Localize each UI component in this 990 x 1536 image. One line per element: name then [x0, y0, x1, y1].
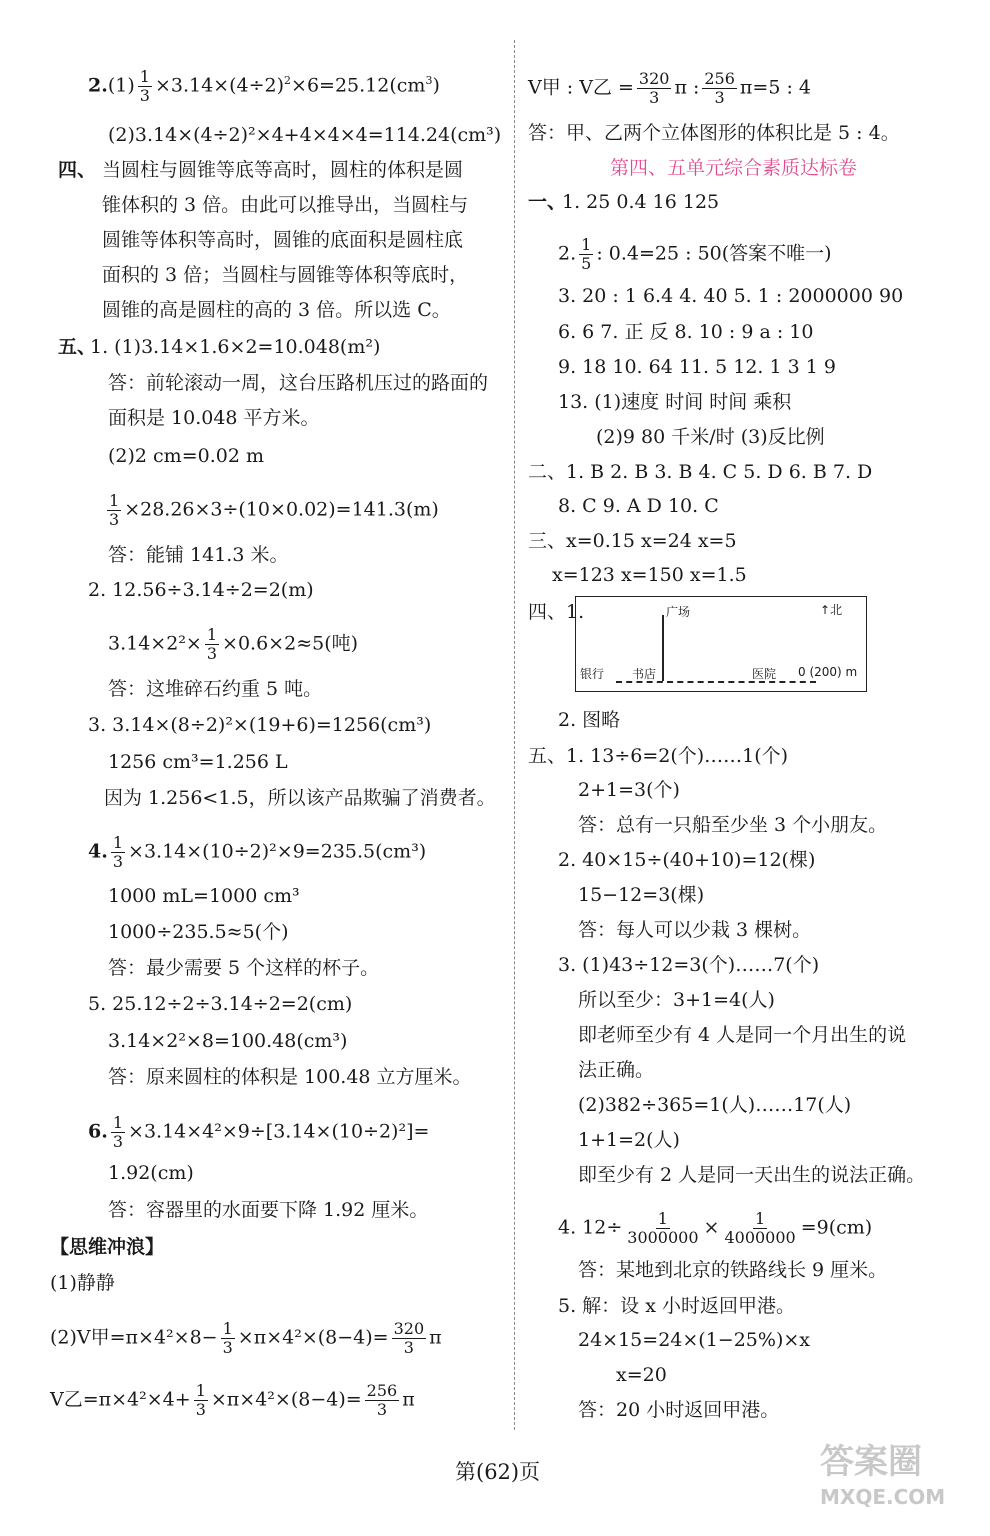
fraction: $\frac{1}{3}$: [109, 491, 120, 529]
column-divider: [514, 40, 516, 1430]
s1-1: 1. 25 0.4 16 125: [562, 191, 720, 213]
s5-7: 3. (1)43÷12=3(个)……7(个): [558, 954, 820, 976]
s5-15: 答：某地到北京的铁路线长 9 厘米。: [578, 1259, 888, 1281]
q6-1: 6. $\frac{1}{3}$ ×3.14×4²×9÷[3.14×(10÷2)²]=: [88, 1113, 430, 1151]
map-road-north: [662, 615, 664, 681]
sec4-line-4: 面积的 3 倍；当圆柱与圆锥等体积等底时，: [102, 264, 469, 286]
map-label-bookstore: 书店: [632, 667, 657, 681]
fraction: $\frac{1}{3000000}$: [627, 1209, 699, 1247]
s5-13: 即至少有 2 人是同一天出生的说法正确。: [578, 1164, 926, 1186]
q3-3: 因为 1.256<1.5，所以该产品欺骗了消费者。: [104, 787, 496, 809]
s4-2: 2. 图略: [558, 709, 621, 731]
q5-2: 3.14×2²×8=100.48(cm³): [108, 1030, 348, 1052]
think-3: V乙=π×4²×4+ $\frac{1}{3}$ ×π×4²×(8−4)= $\frac{256}{3}$ π: [50, 1381, 415, 1419]
s4-1: 四、1.: [528, 601, 585, 623]
sec4-label: 四、: [58, 159, 97, 181]
q4-2: 1000 mL=1000 cm³: [108, 885, 300, 907]
q4-ans: 答：最少需要 5 个这样的杯子。: [108, 957, 380, 979]
s5-4: 2. 40×15÷(40+10)=12(棵): [558, 849, 816, 871]
s5-12: 1+1=2(人): [578, 1129, 680, 1151]
q6-ans: 答：容器里的水面要下降 1.92 厘米。: [108, 1199, 429, 1221]
sec5-label: 五、: [58, 336, 97, 358]
sec4-line-5: 圆锥的高是圆柱的高的 3 倍。所以选 C。: [102, 299, 451, 321]
fraction: $\frac{1}{3}$: [222, 1319, 233, 1357]
fraction: $\frac{256}{3}$: [704, 69, 735, 107]
think-title: 【思维冲浪】: [50, 1236, 165, 1258]
s5-1: 五、1. 13÷6=2(个)……1(个): [528, 745, 789, 767]
watermark-logo: 答案圈 MXQE.COM: [820, 1442, 946, 1509]
s5-18: x=20: [616, 1364, 667, 1386]
map-label-hospital: 医院: [752, 667, 777, 681]
s3-1: 三、x=0.15 x=24 x=5: [528, 530, 737, 552]
s5-11: (2)382÷365=1(人)……17(人): [578, 1094, 852, 1116]
s1-4: 6. 6 7. 正 反 8. 10 : 9 a : 10: [558, 321, 814, 343]
q2-ans: 答：这堆碎石约重 5 吨。: [108, 678, 323, 700]
q5-1: 5. 25.12÷2÷3.14÷2=2(cm): [88, 993, 353, 1015]
q1b-calc: $\frac{1}{3}$ ×28.26×3÷(10×0.02)=141.3(m): [109, 491, 439, 529]
section-title: 第四、五单元综合素质达标卷: [610, 157, 858, 179]
s3-2: x=123 x=150 x=1.5: [552, 564, 747, 586]
fraction: $\frac{1}{5}$: [581, 235, 592, 273]
page-number: 第(62)页: [455, 1460, 541, 1484]
fraction: $\frac{1}{3}$: [206, 625, 218, 663]
map-scale: 0 (200) m: [798, 665, 858, 679]
fraction: $\frac{1}{3}$: [112, 1113, 124, 1151]
s5-19: 答：20 小时返回甲港。: [578, 1399, 780, 1421]
r2: 答：甲、乙两个立体图形的体积比是 5 : 4。: [528, 122, 900, 144]
north-arrow-icon: ↑北: [820, 603, 843, 617]
direction-map: [575, 596, 867, 692]
s2-2: 8. C 9. A D 10. C: [558, 495, 719, 517]
fraction: $\frac{1}{3}$: [112, 833, 124, 871]
q5-ans: 答：原来圆柱的体积是 100.48 立方厘米。: [108, 1066, 472, 1088]
s5-10: 法正确。: [578, 1059, 655, 1081]
s5-3: 答：总有一只船至少坐 3 个小朋友。: [578, 814, 888, 836]
fraction: $\frac{1}{4000000}$: [724, 1209, 796, 1247]
s5-17: 24×15=24×(1−25%)×x: [578, 1329, 810, 1351]
q4-3: 1000÷235.5≈5(个): [108, 921, 289, 943]
q1a: 1. (1)3.14×1.6×2=10.048(m²): [90, 336, 381, 358]
fraction: $\frac{1}{3}$: [139, 67, 150, 105]
s1-label: 一、: [528, 191, 567, 213]
fraction: $\frac{320}{3}$: [393, 1319, 425, 1357]
s5-8: 所以至少：3+1=4(人): [578, 989, 775, 1011]
sec4-line-3: 圆锥等体积等高时，圆锥的底面积是圆柱底: [102, 229, 464, 251]
sec4-line-2: 锥体积的 3 倍。由此可以推导出，当圆柱与: [102, 194, 469, 216]
q1a-ans2: 面积是 10.048 平方米。: [108, 407, 320, 429]
s5-14: 4. 12÷ $\frac{1}{3000000}$ × $\frac{1}{4000000}$ =9(cm): [558, 1209, 873, 1247]
s1-7: (2)9 80 千米/时 (3)反比例: [596, 426, 825, 448]
r1: V甲 : V乙 = $\frac{320}{3}$ π : $\frac{256}{3}$ π=5 : 4: [528, 69, 811, 107]
fraction: $\frac{256}{3}$: [366, 1381, 398, 1419]
s1-5: 9. 18 10. 64 11. 5 12. 1 3 1 9: [558, 356, 836, 378]
q4-1: 4. $\frac{1}{3}$ ×3.14×(10÷2)²×9=235.5(cm³): [88, 833, 427, 871]
s5-6: 答：每人可以少栽 3 棵树。: [578, 919, 812, 941]
fraction: $\frac{320}{3}$: [638, 69, 670, 107]
sec4-line-1: 当圆柱与圆锥等底等高时，圆柱的体积是圆: [102, 159, 464, 181]
s2-1: 二、1. B 2. B 3. B 4. C 5. D 6. B 7. D: [528, 461, 873, 483]
s5-9: 即老师至少有 4 人是同一个月出生的说: [578, 1024, 907, 1046]
think-1: (1)静静: [50, 1272, 115, 1294]
q3-2: 1256 cm³=1.256 L: [108, 751, 288, 773]
s5-16: 5. 解：设 x 小时返回甲港。: [558, 1295, 795, 1317]
fraction: $\frac{1}{3}$: [195, 1381, 206, 1419]
s1-6: 13. (1)速度 时间 时间 乘积: [558, 391, 792, 413]
q2-2: 3.14×2²× $\frac{1}{3}$ ×0.6×2≈5(吨): [108, 625, 359, 663]
q1b-ans: 答：能铺 141.3 米。: [108, 544, 289, 566]
q6-2: 1.92(cm): [108, 1162, 194, 1184]
l2: (2)3.14×(4÷2)²×4+4×4×4=114.24(cm³): [108, 124, 502, 146]
s5-2: 2+1=3(个): [578, 779, 680, 801]
s1-3: 3. 20 : 1 6.4 4. 40 5. 1 : 2000000 90: [558, 285, 904, 307]
q3-1: 3. 3.14×(8÷2)²×(19+6)=1256(cm³): [88, 714, 432, 736]
q1a-ans1: 答：前轮滚动一周，这台压路机压过的路面的: [108, 372, 489, 394]
q1b: (2)2 cm=0.02 m: [108, 445, 264, 467]
s5-5: 15−12=3(棵): [578, 884, 705, 906]
l1: 2.(1) $\frac{1}{3}$ $\times 3.14\times(4\div 2)^2\times 6=25.12(cm^3)$: [88, 67, 440, 105]
think-2: (2)V甲=π×4²×8− $\frac{1}{3}$ ×π×4²×(8−4)= $\frac{320}{3}$ π: [50, 1319, 442, 1357]
map-label-square: 广场: [666, 605, 691, 619]
q2-1: 2. 12.56÷3.14÷2=2(m): [88, 579, 314, 601]
s1-2: 2. $\frac{1}{5}$ : 0.4=25 : 50(答案不唯一): [558, 235, 832, 273]
map-label-bank: 银行: [580, 667, 605, 681]
